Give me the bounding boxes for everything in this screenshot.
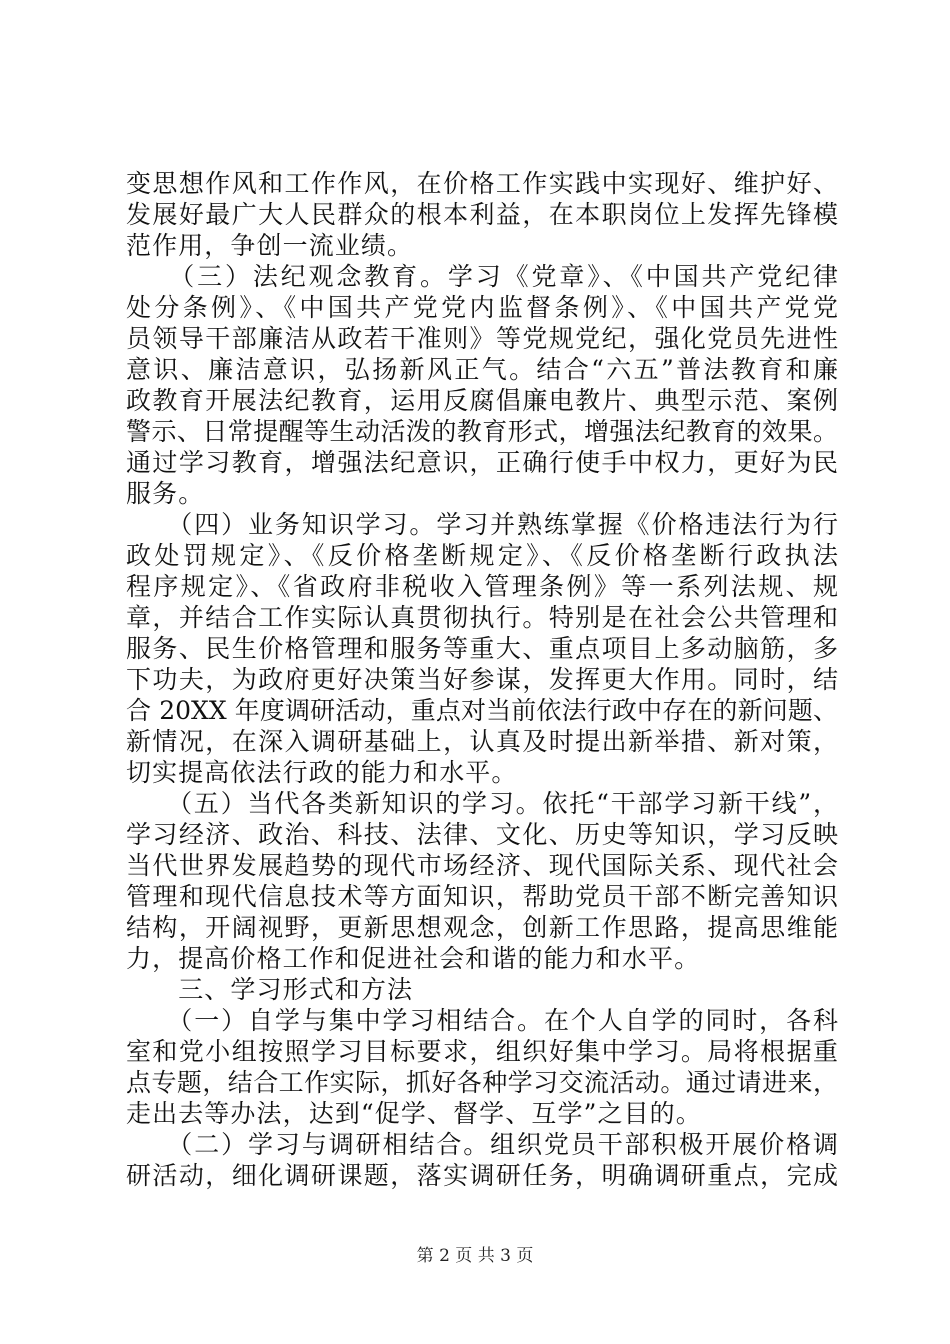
text-line: 切实提高依法行政的能力和水平。: [126, 758, 518, 787]
text-line: 新情况，在深入调研基础上，认真及时提出新举措、新对策，: [126, 727, 838, 756]
text-line: （一）自学与集中学习相结合。在个人自学的同时，各科: [126, 1006, 838, 1035]
text-line: 政处罚规定》、《反价格垄断规定》、《反价格垄断行政执法: [126, 541, 838, 570]
text-line: 管理和现代信息技术等方面知识，帮助党员干部不断完善知识: [126, 882, 838, 911]
text-line: 范作用，争创一流业绩。: [126, 231, 414, 260]
text-line: 室和党小组按照学习目标要求，组织好集中学习。局将根据重: [126, 1037, 838, 1066]
text-line: 警示、日常提醒等生动活泼的教育形式，增强法纪教育的效果。: [126, 417, 838, 446]
text-line: 变思想作风和工作作风，在价格工作实践中实现好、维护好、: [126, 169, 838, 198]
text-line: 力，提高价格工作和促进社会和谐的能力和水平。: [126, 944, 701, 973]
text-line: 通过学习教育，增强法纪意识，正确行使手中权力，更好为民: [126, 448, 838, 477]
text-line: 学习经济、政治、科技、法律、文化、历史等知识，学习反映: [126, 820, 838, 849]
page-footer: 第 2 页 共 3 页: [416, 1246, 534, 1266]
text-line: 点专题，结合工作实际，抓好各种学习交流活动。通过请进来，: [126, 1068, 838, 1097]
text-line: 政教育开展法纪教育，运用反腐倡廉电教片、典型示范、案例: [126, 386, 838, 415]
text-line: 当代世界发展趋势的现代市场经济、现代国际关系、现代社会: [126, 851, 838, 880]
body-text: [126, 168, 838, 1191]
text-line: 研活动，细化调研课题，落实调研任务，明确调研重点，完成: [126, 1161, 838, 1190]
text-line: 合 20XX 年度调研活动，重点对当前依法行政中存在的新问题、: [126, 696, 838, 725]
text-line: 服务、民生价格管理和服务等重大、重点项目上多动脑筋，多: [126, 634, 838, 663]
text-line: 走出去等办法，达到“促学、督学、互学”之目的。: [126, 1099, 702, 1128]
text-line: 下功夫，为政府更好决策当好参谋，发挥更大作用。同时，结: [126, 665, 838, 694]
text-line: 服务。: [126, 479, 205, 508]
text-line: 程序规定》、《省政府非税收入管理条例》等一系列法规、规: [126, 572, 838, 601]
text-line: （四）业务知识学习。学习并熟练掌握《价格违法行为行: [126, 510, 838, 539]
text-line: 发展好最广大人民群众的根本利益，在本职岗位上发挥先锋模: [126, 200, 838, 229]
text-line: 员领导干部廉洁从政若干准则》等党规党纪，强化党员先进性: [126, 324, 838, 353]
text-line: 三、学习形式和方法: [126, 975, 414, 1004]
text-line: （五）当代各类新知识的学习。依托“干部学习新干线”，: [126, 789, 838, 818]
text-line: 意识、廉洁意识，弘扬新风正气。结合“六五”普法教育和廉: [126, 355, 838, 384]
text-line: 处分条例》、《中国共产党党内监督条例》、《中国共产党党: [126, 293, 838, 322]
text-line: 结构，开阔视野，更新思想观念，创新工作思路，提高思维能: [126, 913, 838, 942]
text-line: 章，并结合工作实际认真贯彻执行。特别是在社会公共管理和: [126, 603, 838, 632]
text-line: （二）学习与调研相结合。组织党员干部积极开展价格调: [126, 1130, 838, 1159]
text-line: （三）法纪观念教育。学习《党章》、《中国共产党纪律: [126, 262, 838, 291]
